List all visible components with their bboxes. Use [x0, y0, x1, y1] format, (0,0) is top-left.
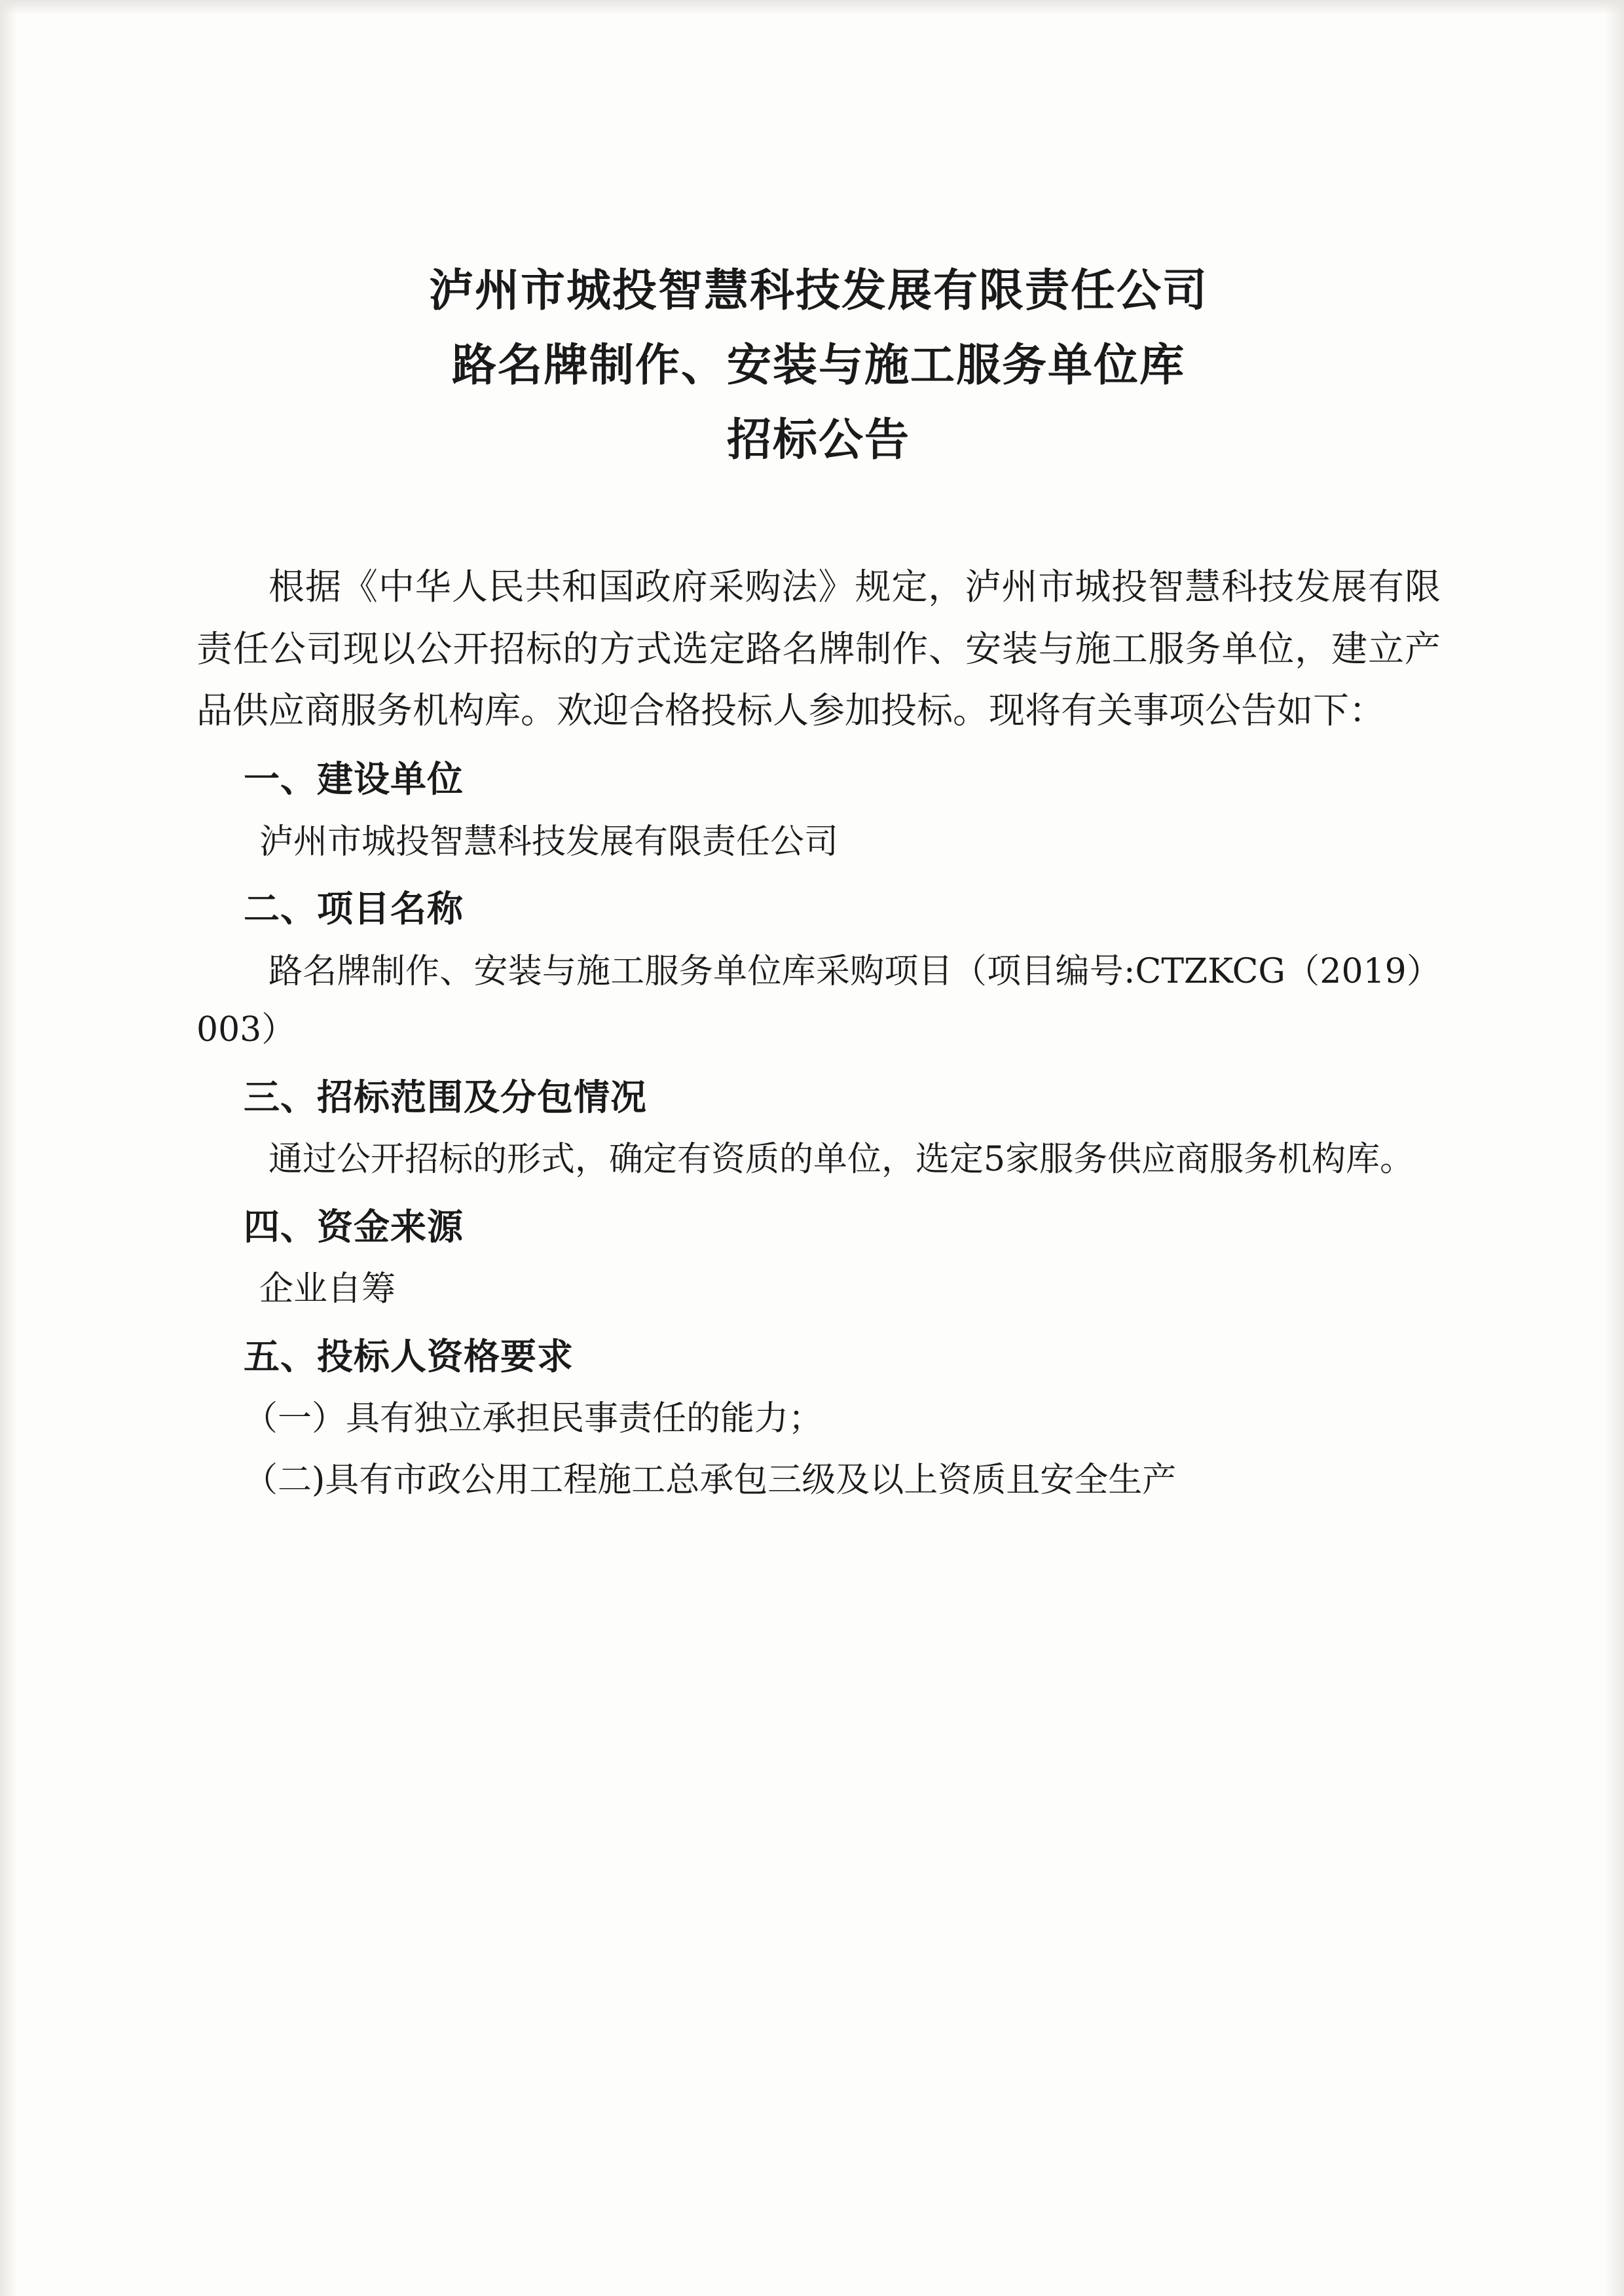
scan-edge-top: [0, 0, 1624, 14]
section-heading-3: 三、招标范围及分包情况: [244, 1075, 648, 1118]
title-line-1: 泸州市城投智慧科技发展有限责任公司: [428, 264, 1208, 317]
section-heading-1: 一、建设单位: [244, 757, 464, 801]
section-body-2: 路名牌制作、安装与施工服务单位库采购项目（项目编号:CTZKCG（2019）003）: [196, 951, 1441, 1050]
section-5-item-1: （一）具有独立承担民事责任的能力；: [244, 1399, 823, 1439]
title-line-2: 路名牌制作、安装与施工服务单位库: [451, 338, 1185, 392]
scan-edge-left: [0, 0, 17, 2296]
section-heading-2: 二、项目名称: [244, 887, 464, 930]
section-body-1: 泸州市城投智慧科技发展有限责任公司: [259, 822, 839, 862]
scan-edge-right: [1604, 0, 1624, 2296]
intro-paragraph: 根据《中华人民共和国政府采购法》规定，泸州市城投智慧科技发展有限责任公司现以公开招标的方式选定路名牌制作、安装与施工服务单位，建立产品供应商服务机构库。欢迎合格投标人参加投标。现将有关事项公告如下：: [196, 566, 1441, 732]
title-line-3: 招标公告: [726, 413, 910, 466]
document-content: [196, 262, 1441, 1512]
section-heading-4: 四、资金来源: [244, 1205, 464, 1248]
section-5-item-2: （二)具有市政公用工程施工总承包三级及以上资质且安全生产: [244, 1460, 1177, 1500]
document-title-block: [196, 262, 1441, 469]
section-body-3: 通过公开招标的形式，确定有资质的单位，选定5家服务供应商服务机构库。: [268, 1140, 1414, 1180]
section-heading-5: 五、投标人资格要求: [244, 1334, 574, 1377]
section-body-4: 企业自筹: [259, 1269, 396, 1309]
